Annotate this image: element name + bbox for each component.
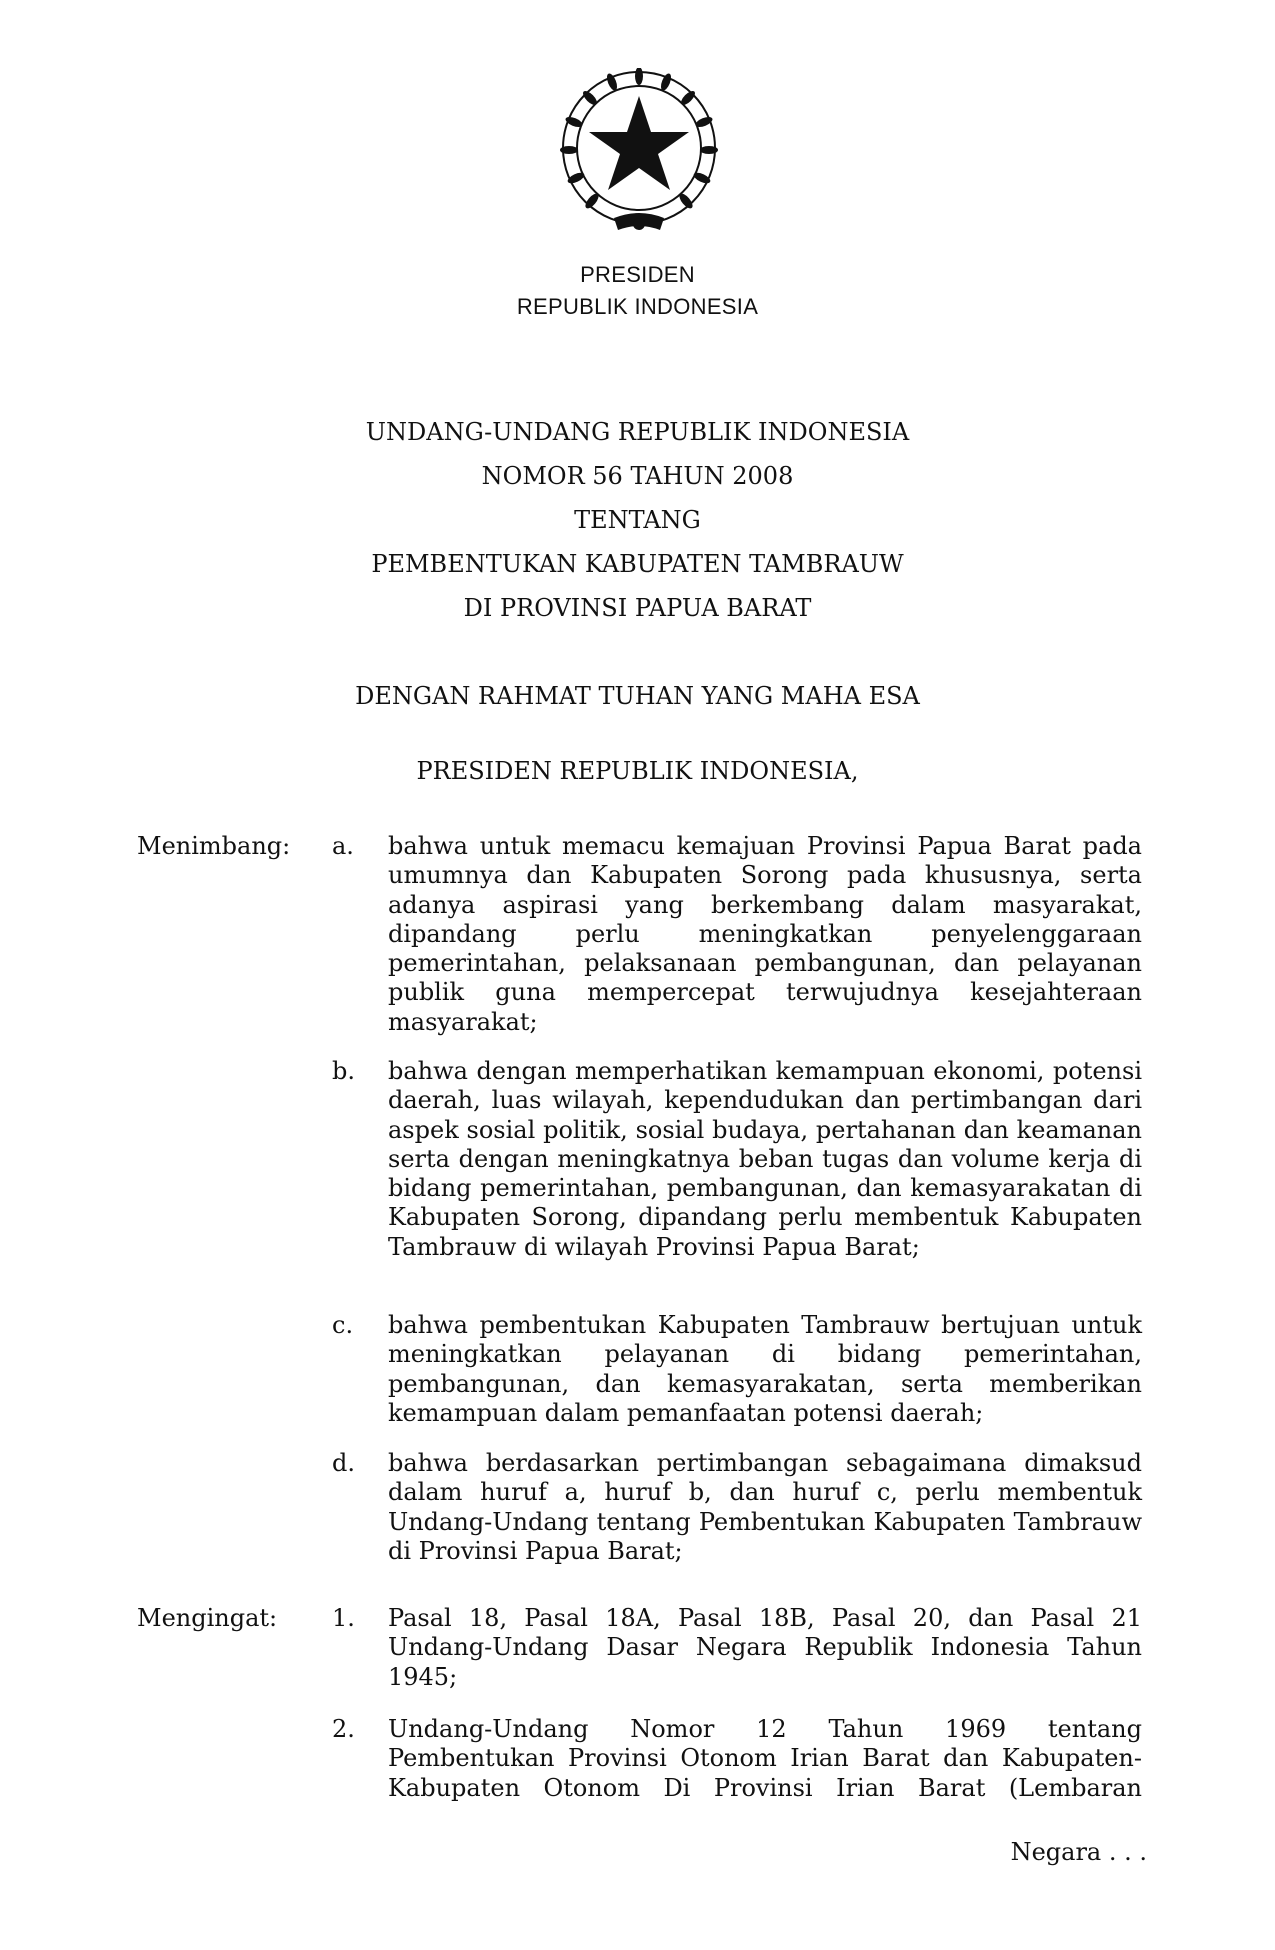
blessing-line: DENGAN RAHMAT TUHAN YANG MAHA ESA bbox=[355, 682, 920, 710]
menimbang-d-text: bahwa berdasarkan pertimbangan sebagaimana dimaksud dalam huruf a, huruf b, dan huruf c, perlu membentuk Undang-Undang tentang Pembentukan Kabupaten Tambrauw di Provinsi Papua Barat; bbox=[388, 1449, 1142, 1565]
page-continuation: Negara . . . bbox=[1010, 1838, 1147, 1866]
law-about: TENTANG bbox=[574, 506, 701, 534]
menimbang-c-marker: c. bbox=[332, 1311, 354, 1339]
menimbang-a-marker: a. bbox=[332, 832, 354, 860]
menimbang-c-text: bahwa pembentukan Kabupaten Tambrauw bertujuan untuk meningkatkan pelayanan di bidang pemerintahan, pembangunan, dan kemasyarakatan, serta memberikan kemampuan dalam pemanfaatan potensi daerah; bbox=[388, 1311, 1142, 1427]
law-subject-location: DI PROVINSI PAPUA BARAT bbox=[463, 594, 812, 622]
president-line: PRESIDEN REPUBLIK INDONESIA, bbox=[416, 757, 859, 785]
mengingat-2-marker: 2. bbox=[332, 1715, 355, 1743]
law-title: UNDANG-UNDANG REPUBLIK INDONESIA bbox=[365, 418, 910, 446]
menimbang-b-text: bahwa dengan memperhatikan kemampuan ekonomi, potensi daerah, luas wilayah, kependudukan dan pertimbangan dari aspek sosial politik, sosial budaya, pertahanan dan keamanan serta dengan meningkatnya beban tugas dan volume kerja di bidang pemerintahan, pembangunan, dan kemasyarakatan di Kabupaten Sorong, dipandang perlu membentuk Kabupaten Tambrauw di wilayah Provinsi Papua Barat; bbox=[388, 1057, 1142, 1261]
mengingat-label: Mengingat: bbox=[137, 1604, 278, 1632]
header-president: PRESIDEN bbox=[580, 262, 695, 287]
menimbang-b-marker: b. bbox=[332, 1057, 355, 1085]
menimbang-label: Menimbang: bbox=[137, 832, 291, 860]
law-subject: PEMBENTUKAN KABUPATEN TAMBRAUW bbox=[371, 550, 904, 578]
mengingat-1-text: Pasal 18, Pasal 18A, Pasal 18B, Pasal 20, dan Pasal 21 Undang-Undang Dasar Negara Republik Indonesia Tahun 1945; bbox=[388, 1604, 1142, 1691]
mengingat-2-text: Undang-Undang Nomor 12 Tahun 1969 tentang Pembentukan Provinsi Otonom Irian Barat dan Kabupaten-Kabupaten Otonom Di Provinsi Irian Barat (Lembaran bbox=[388, 1715, 1142, 1802]
law-number: NOMOR 56 TAHUN 2008 bbox=[481, 462, 794, 490]
header-republic: REPUBLIK INDONESIA bbox=[516, 294, 759, 319]
menimbang-d-marker: d. bbox=[332, 1449, 355, 1477]
menimbang-a-text: bahwa untuk memacu kemajuan Provinsi Papua Barat pada umumnya dan Kabupaten Sorong pada khususnya, serta adanya aspirasi yang berkembang dalam masyarakat, dipandang perlu meningkatkan penyelenggaraan pemerintahan, pelaksanaan pembangunan, dan pelayanan publik guna mempercepat terwujudnya kesejahteraan masyarakat; bbox=[388, 832, 1142, 1036]
mengingat-1-marker: 1. bbox=[332, 1604, 355, 1632]
garuda-star-emblem-icon bbox=[556, 68, 722, 238]
